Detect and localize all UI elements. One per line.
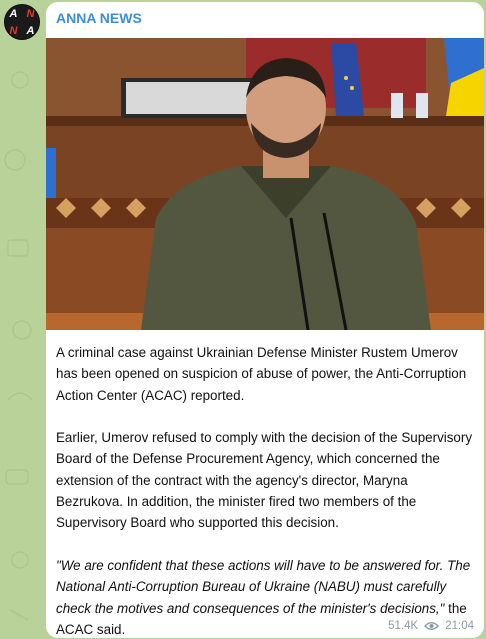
post-paragraph: Earlier, Umerov refused to comply with the decision of the Supervisory Board of the Defense Procurement Agency, which concerned the extension of the contract with the agency's director, Maryna Bezrukova. In addition, the minister fired two members of the Supervisory Board who supported this decision. — [56, 430, 473, 531]
channel-name[interactable]: ANNA NEWS — [56, 10, 142, 26]
avatar-letter: N — [26, 7, 35, 20]
post-text — [56, 342, 476, 638]
message-meta — [388, 620, 474, 632]
channel-avatar[interactable] — [4, 4, 40, 40]
message-bubble — [46, 2, 484, 638]
avatar-letter: A — [26, 24, 35, 37]
eye-icon — [424, 621, 439, 631]
avatar-letter: N — [9, 24, 18, 37]
quote-attribution: the ACAC said. — [56, 600, 467, 637]
view-count: 51.4K — [388, 620, 419, 632]
message-time: 21:04 — [445, 620, 474, 632]
quote-text: "We are confident that these actions will have to be answered for. The National Anti-Corruption Bureau of Ukraine (NABU) must carefully check the motives and consequences of the minister's decisions," — [56, 557, 471, 616]
avatar-letter: A — [9, 7, 18, 20]
post-paragraph: A criminal case against Ukrainian Defense Minister Rustem Umerov has been opened on suspicion of abuse of power, the Anti-Corruption Action Center (ACAC) reported. — [56, 345, 467, 403]
post-photo[interactable] — [46, 38, 484, 330]
